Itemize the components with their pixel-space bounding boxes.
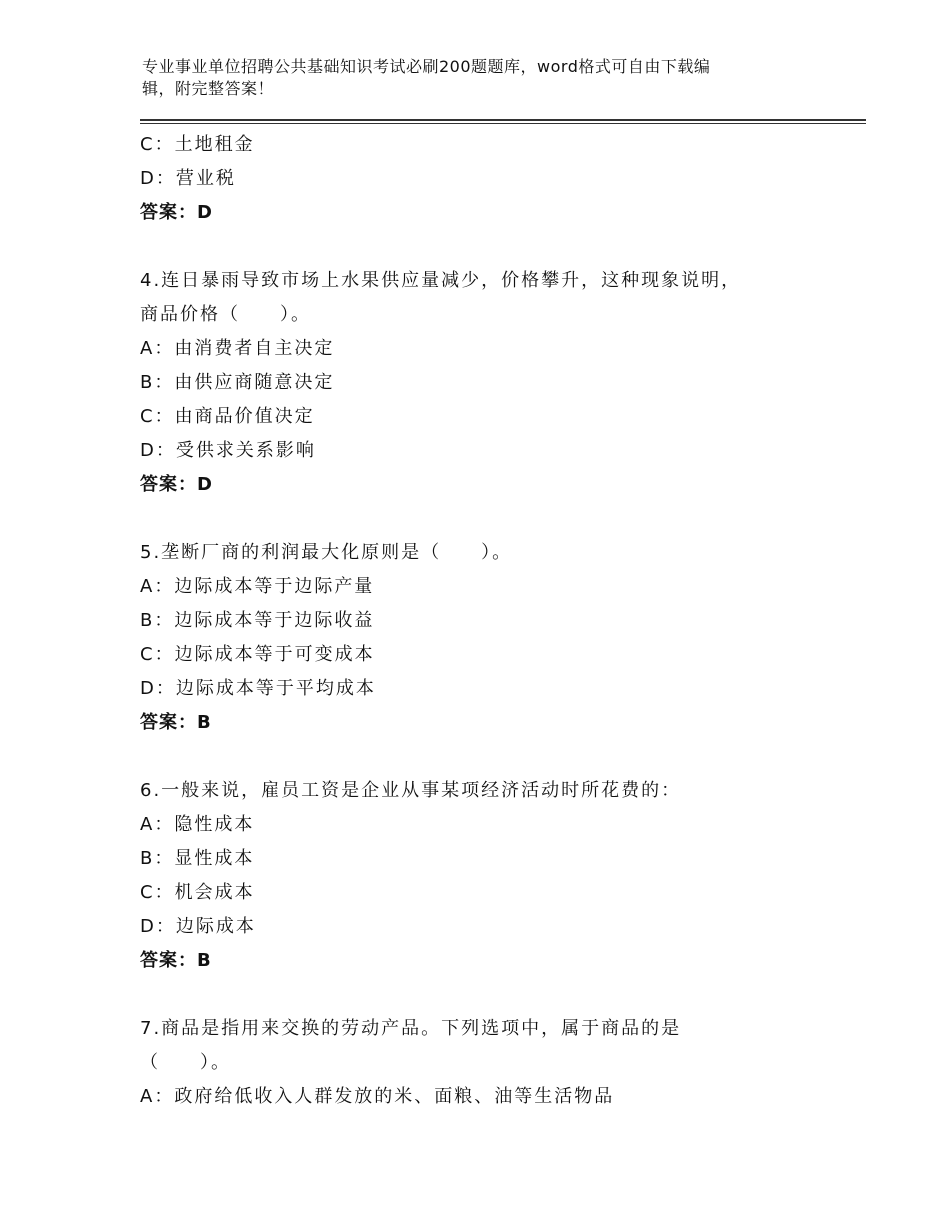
question-stem-continued: 商品价格（ ）。 [140, 304, 311, 325]
option-c: C：边际成本等于可变成本 [140, 644, 375, 665]
question-stem: 5.垄断厂商的利润最大化原则是（ ）。 [140, 542, 513, 563]
answer: 答案：D [140, 474, 213, 495]
answer: 答案：B [140, 950, 212, 971]
header-line-1: 专业事业单位招聘公共基础知识考试必刷200题题库，word格式可自由下载编 [142, 57, 711, 76]
option-d: D：边际成本 [140, 916, 256, 937]
question-stem-continued: （ ）。 [140, 1052, 231, 1073]
option-a: A：隐性成本 [140, 814, 255, 835]
option-a: A：边际成本等于边际产量 [140, 576, 375, 597]
document-header [142, 56, 832, 100]
answer: 答案：B [140, 712, 212, 733]
option-c: C：由商品价值决定 [140, 406, 315, 427]
option-b: B：边际成本等于边际收益 [140, 610, 375, 631]
question-stem: 6.一般来说，雇员工资是企业从事某项经济活动时所花费的： [140, 780, 682, 801]
option-c: C：土地租金 [140, 134, 255, 155]
question-stem: 7.商品是指用来交换的劳动产品。下列选项中，属于商品的是 [140, 1018, 682, 1039]
option-d: D：受供求关系影响 [140, 440, 316, 461]
option-b: B：由供应商随意决定 [140, 372, 335, 393]
header-divider [140, 119, 866, 124]
question-list [140, 128, 840, 1114]
option-b: B：显性成本 [140, 848, 255, 869]
question-stem: 4.连日暴雨导致市场上水果供应量减少，价格攀升，这种现象说明， [140, 270, 742, 291]
option-d: D：边际成本等于平均成本 [140, 678, 376, 699]
option-d: D：营业税 [140, 168, 236, 189]
option-a: A：政府给低收入人群发放的米、面粮、油等生活物品 [140, 1086, 615, 1107]
option-c: C：机会成本 [140, 882, 255, 903]
header-line-2: 辑，附完整答案！ [142, 79, 275, 98]
option-a: A：由消费者自主决定 [140, 338, 335, 359]
answer: 答案：D [140, 202, 213, 223]
